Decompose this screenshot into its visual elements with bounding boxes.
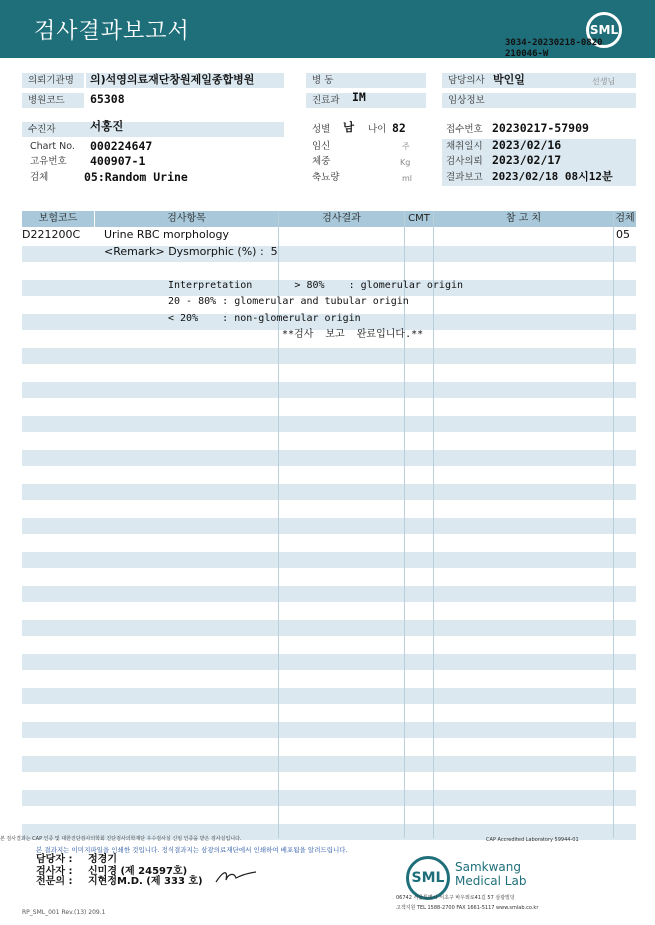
sml-logo-icon: SML: [586, 12, 622, 48]
dept-value: IM: [352, 90, 366, 104]
collect-label: 채취일시: [446, 141, 483, 152]
table-row-stripe: [22, 382, 636, 398]
col-divider: [613, 211, 614, 838]
receipt-value: 20230217-57909: [492, 121, 589, 135]
company-address: 06742 서울특별시 서초구 바우뫼로41길 57 삼광빌딩: [396, 895, 515, 901]
signature-icon: [214, 866, 258, 886]
interp-line-3: < 20% : non-glomerular origin: [168, 313, 361, 324]
table-row-stripe: [22, 484, 636, 500]
col-header-item: 검사항목: [95, 211, 278, 227]
hospital-value: 의)석영의료재단창원제일종합병원: [90, 73, 255, 86]
preg-label: 임신: [312, 141, 331, 152]
preg-unit: 주: [402, 142, 410, 151]
weight-unit: Kg: [400, 158, 411, 167]
id-value: 400907-1: [90, 154, 146, 168]
request-value: 2023/02/17: [492, 153, 562, 167]
table-row-stripe: [22, 450, 636, 466]
accreditation-notice: 본 검사결과는 CAP 인증 및 대한진단검사의학회 진단검사의학재단 우수검사실 신임 인증을 받은 검사실입니다.: [0, 836, 242, 842]
hospital-label: 의뢰기관명: [22, 73, 84, 88]
cap-number: CAP Accredited Laboratory 59944-01: [486, 837, 579, 843]
id-label: 고유번호: [30, 156, 67, 167]
tester-label: 검사자 :: [36, 866, 73, 877]
clinical-label: 임상정보: [442, 93, 636, 108]
table-row-stripe: [22, 620, 636, 636]
specialist-value: 지현정M.D. (제 333 호): [88, 876, 203, 887]
tester-value: 신미경 (제 24597호): [88, 866, 188, 877]
report-title: 검사결과보고서: [34, 19, 190, 44]
row-code: D221200C: [22, 228, 81, 241]
report-label: 결과보고: [446, 172, 483, 183]
staff-value: 정경기: [88, 854, 117, 865]
request-label: 검사의뢰: [446, 156, 483, 167]
urine-unit: ml: [402, 174, 413, 183]
table-row-stripe: [22, 722, 636, 738]
specimen-value: 05:Random Urine: [84, 170, 188, 184]
receipt-label: 접수번호: [446, 124, 483, 135]
company-contact: 고객지원 TEL 1588-2700 FAX 1661-5117 www.smlab.co.kr: [396, 905, 539, 911]
company-name: Samkwang Medical Lab: [455, 860, 527, 888]
patient-value: 서홍진: [90, 119, 124, 133]
sex-value: 남: [343, 120, 355, 134]
hospcode-label: 병원코드: [22, 93, 84, 108]
dept-label: 진료과: [306, 93, 426, 108]
table-row-stripe: [22, 688, 636, 704]
interp-line-1: Interpretation > 80% : glomerular origin: [168, 280, 464, 291]
table-row-stripe: [22, 348, 636, 364]
age-label: 나이: [368, 124, 387, 135]
collect-value: 2023/02/16: [492, 138, 562, 152]
request-number: 3034-20230218-0820 210046-W: [505, 38, 603, 59]
report-value: 2023/02/18 08시12분: [492, 170, 613, 183]
table-row-stripe: [22, 518, 636, 534]
staff-label: 담당자 :: [36, 854, 73, 865]
col-header-code: 보험코드: [22, 211, 94, 227]
chart-value: 000224647: [90, 139, 153, 153]
age-value: 82: [392, 121, 406, 135]
form-number: RP_SML_001 Rev.(13) 209.1: [22, 909, 106, 916]
row-remark: <Remark> Dysmorphic (%) : 5: [104, 245, 278, 258]
doctor-label: 담당의사: [442, 73, 636, 88]
report-complete: **검사 보고 완료입니다.**: [282, 329, 424, 340]
weight-label: 체중: [312, 156, 331, 167]
image-print-notice: 본 결과지는 이미지파일을 인쇄한 것입니다. 정식결과지는 삼광의료재단에서 인쇄하여 배포됨을 알려드립니다.: [36, 846, 348, 854]
specimen-label: 검체: [30, 172, 49, 183]
table-row-stripe: [22, 654, 636, 670]
col-header-specimen: 검체: [614, 211, 636, 227]
urine-label: 축뇨량: [312, 172, 340, 183]
patient-label: 수진자: [22, 122, 284, 137]
col-header-result: 검사결과: [279, 211, 404, 227]
table-row-stripe: [22, 586, 636, 602]
table-row-stripe: [22, 552, 636, 568]
specialist-label: 전문의 :: [36, 876, 73, 887]
doctor-value: 박인일: [493, 73, 525, 86]
chart-label: Chart No.: [30, 141, 75, 152]
table-row-stripe: [22, 416, 636, 432]
doctor-suffix: 선생님: [592, 77, 616, 86]
table-row-stripe: [22, 790, 636, 806]
hospcode-value: 65308: [90, 92, 125, 106]
col-header-cmt: CMT: [405, 211, 433, 227]
table-row-stripe: [22, 756, 636, 772]
ward-label: 병 동: [306, 73, 426, 88]
col-header-reference: 참 고 치: [434, 211, 613, 227]
col-divider: [433, 211, 434, 838]
row-specimen: 05: [616, 228, 630, 241]
sex-label: 성별: [312, 124, 331, 135]
samkwang-logo-icon: SML: [406, 856, 450, 900]
row-item: Urine RBC morphology: [104, 228, 229, 241]
interp-line-2: 20 - 80% : glomerular and tubular origin: [168, 296, 409, 307]
